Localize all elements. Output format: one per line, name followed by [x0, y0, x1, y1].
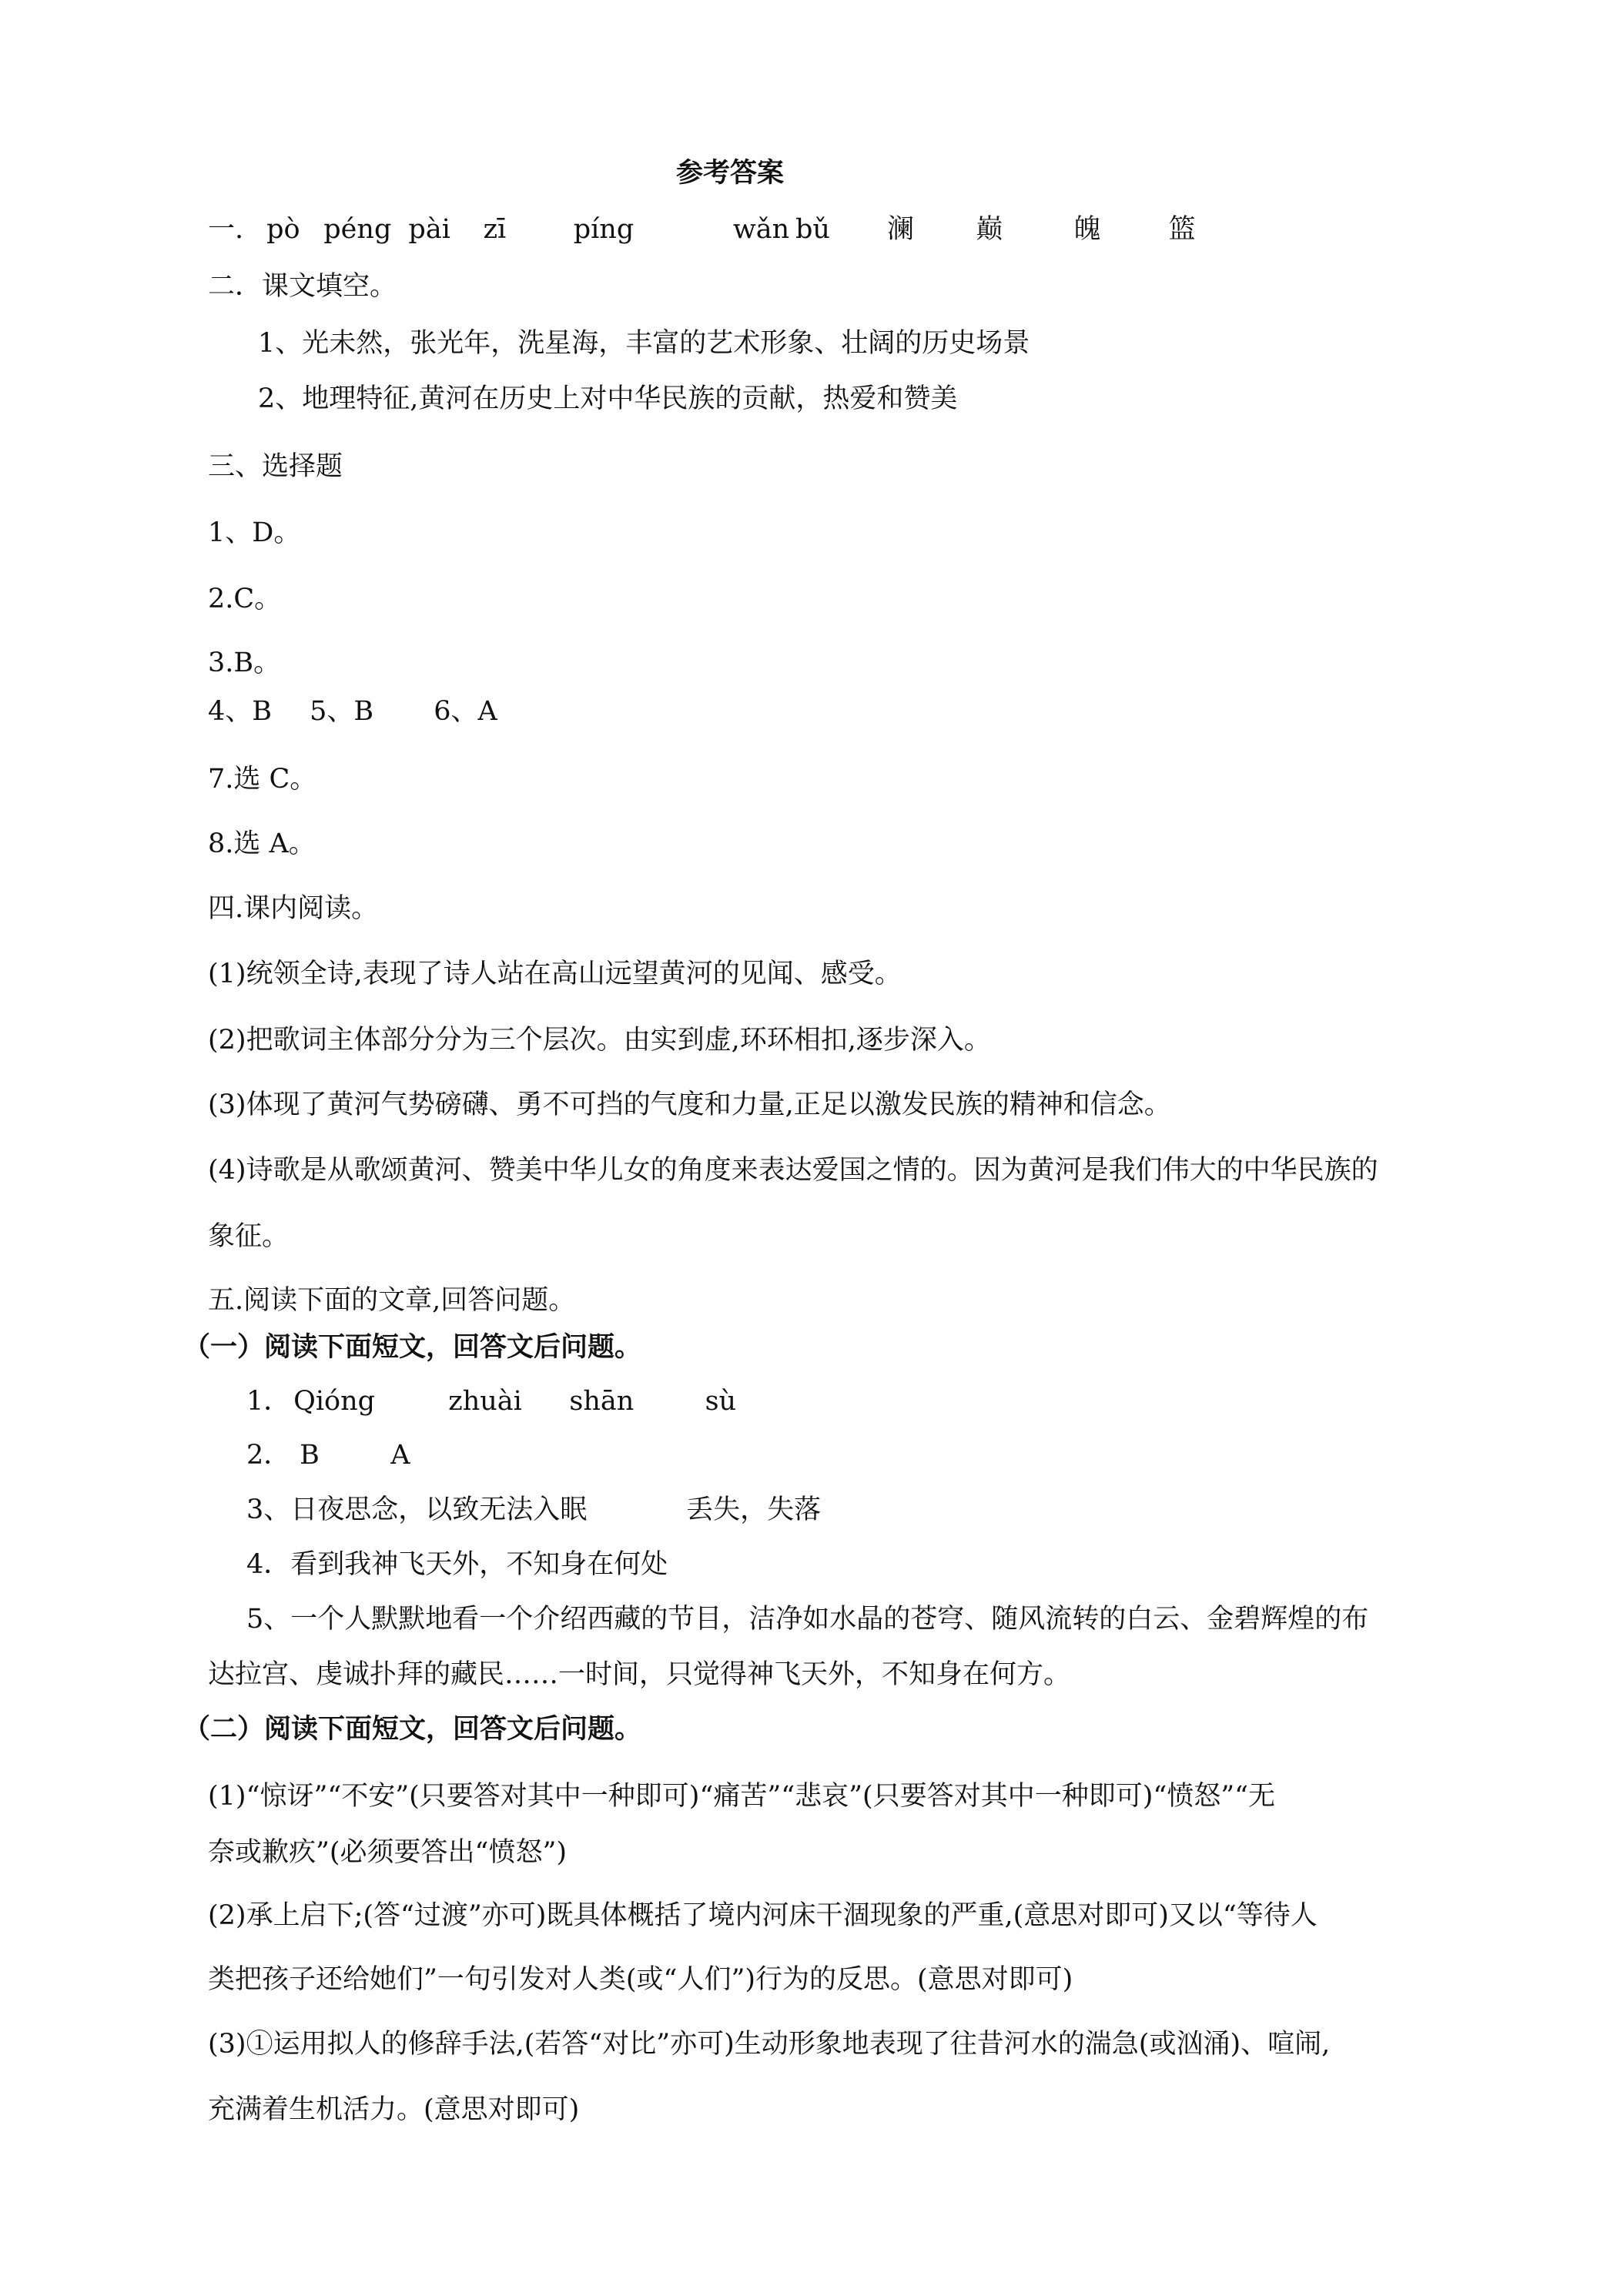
- section-5-heading: 五.阅读下面的文章,回答问题。: [208, 1285, 576, 1316]
- passage-1-question-4: 4．看到我神飞天外，不知身在何处: [246, 1549, 668, 1580]
- question-2-answer-1: B: [300, 1440, 320, 1471]
- char-3: 魄: [1073, 214, 1101, 245]
- section-3-heading: 三、选择题: [208, 451, 343, 482]
- char-1: 澜: [887, 214, 915, 245]
- passage-1-heading: （一）阅读下面短文，回答文后问题。: [183, 1331, 642, 1363]
- section-3-answer-5: 5、B: [310, 696, 374, 727]
- page-title: 参考答案: [676, 157, 785, 189]
- section-2-heading: 二．课文填空。: [208, 271, 397, 302]
- question-2-number: 2．: [246, 1440, 291, 1471]
- pinyin-4: zī: [483, 214, 507, 245]
- pinyin-6: wǎn: [732, 214, 790, 245]
- section-2-answer-1: 1、光未然，张光年，洗星海，丰富的艺术形象、壮阔的历史场景: [258, 328, 1030, 359]
- pinyin-answer-3: shān: [569, 1386, 635, 1417]
- pinyin-answer-1: Qióng: [293, 1386, 376, 1417]
- section-3-answer-7: 7.选 C。: [208, 764, 317, 795]
- section-4-answer-2: (2)把歌词主体部分分为三个层次。由实到虚,环环相扣,逐步深入。: [208, 1025, 991, 1056]
- section-3-answer-3: 3.B。: [208, 648, 281, 678]
- passage-2-answer-3-line-2: 充满着生机活力。(意思对即可): [208, 2094, 580, 2125]
- pinyin-answer-2: zhuài: [448, 1386, 522, 1417]
- pinyin-5: píng: [573, 214, 635, 245]
- passage-2-answer-1-line-2: 奈或歉疚”(必须要答出“愤怒”): [208, 1837, 567, 1868]
- passage-1-question-5-line-2: 达拉宫、虔诚扑拜的藏民……一时间，只觉得神飞天外，不知身在何方。: [208, 1659, 1071, 1690]
- section-3-answer-6: 6、A: [434, 696, 497, 727]
- passage-1-question-1: [246, 1384, 736, 1418]
- passage-2-answer-2-line-1: (2)承上启下;(答“过渡”亦可)既具体概括了境内河床干涸现象的严重,(意思对即可)又以“等待人: [208, 1900, 1318, 1931]
- section-1-number: 一.: [208, 214, 244, 245]
- pinyin-answer-4: sù: [705, 1386, 737, 1417]
- section-4-answer-3: (3)体现了黄河气势磅礴、勇不可挡的气度和力量,正足以激发民族的精神和信念。: [208, 1089, 1171, 1120]
- pinyin-3: pài: [408, 214, 450, 245]
- section-3-answer-2: 2.C。: [208, 584, 282, 614]
- section-4-answer-4-line-2: 象征。: [208, 1221, 290, 1252]
- section-4-answer-4-line-1: (4)诗歌是从歌颂黄河、赞美中华儿女的角度来表达爱国之情的。因为黄河是我们伟大的中华民族的: [208, 1155, 1378, 1186]
- section-3-answer-4: 4、B: [208, 696, 272, 727]
- section-3-answer-8: 8.选 A。: [208, 828, 316, 859]
- question-3-answer-b: 丢失，失落: [686, 1494, 822, 1525]
- section-4-heading: 四.课内阅读。: [208, 893, 379, 924]
- passage-2-answer-2-line-2: 类把孩子还给她们”一句引发对人类(或“人们”)行为的反思。(意思对即可): [208, 1964, 1073, 1995]
- section-3-answer-1: 1、D。: [208, 517, 301, 548]
- passage-1-question-2: [246, 1438, 410, 1472]
- pinyin-7: bǔ: [795, 214, 830, 245]
- section-4-answer-1: (1)统领全诗,表现了诗人站在高山远望黄河的见闻、感受。: [208, 959, 902, 989]
- question-3-answer-a: 3、日夜思念，以致无法入眠: [246, 1494, 588, 1525]
- pinyin-1: pò: [266, 214, 300, 245]
- pinyin-2: péng: [323, 214, 392, 245]
- passage-2-answer-1-line-1: (1)“惊讶”“不安”(只要答对其中一种即可)“痛苦”“悲哀”(只要答对其中一种即可)“愤怒”“无: [208, 1781, 1276, 1812]
- question-2-answer-2: A: [390, 1440, 410, 1471]
- passage-2-heading: （二）阅读下面短文，回答文后问题。: [183, 1713, 642, 1745]
- section-3-answers-4-6: [208, 694, 497, 728]
- passage-1-question-3: [246, 1493, 821, 1527]
- char-4: 篮: [1168, 214, 1196, 245]
- char-2: 巅: [976, 214, 1003, 245]
- section-2-answer-2: 2、地理特征,黄河在历史上对中华民族的贡献，热爱和赞美: [258, 383, 958, 414]
- passage-2-answer-3-line-1: (3)①运用拟人的修辞手法,(若答“对比”亦可)生动形象地表现了往昔河水的湍急(或汹涌)、喧闹,: [208, 2029, 1331, 2060]
- section-1-line: [208, 213, 1196, 246]
- passage-1-question-5-line-1: 5、一个人默默地看一个介绍西藏的节目，洁净如水晶的苍穹、随风流转的白云、金碧辉煌的布: [246, 1604, 1369, 1635]
- question-1-number: 1．: [246, 1386, 291, 1417]
